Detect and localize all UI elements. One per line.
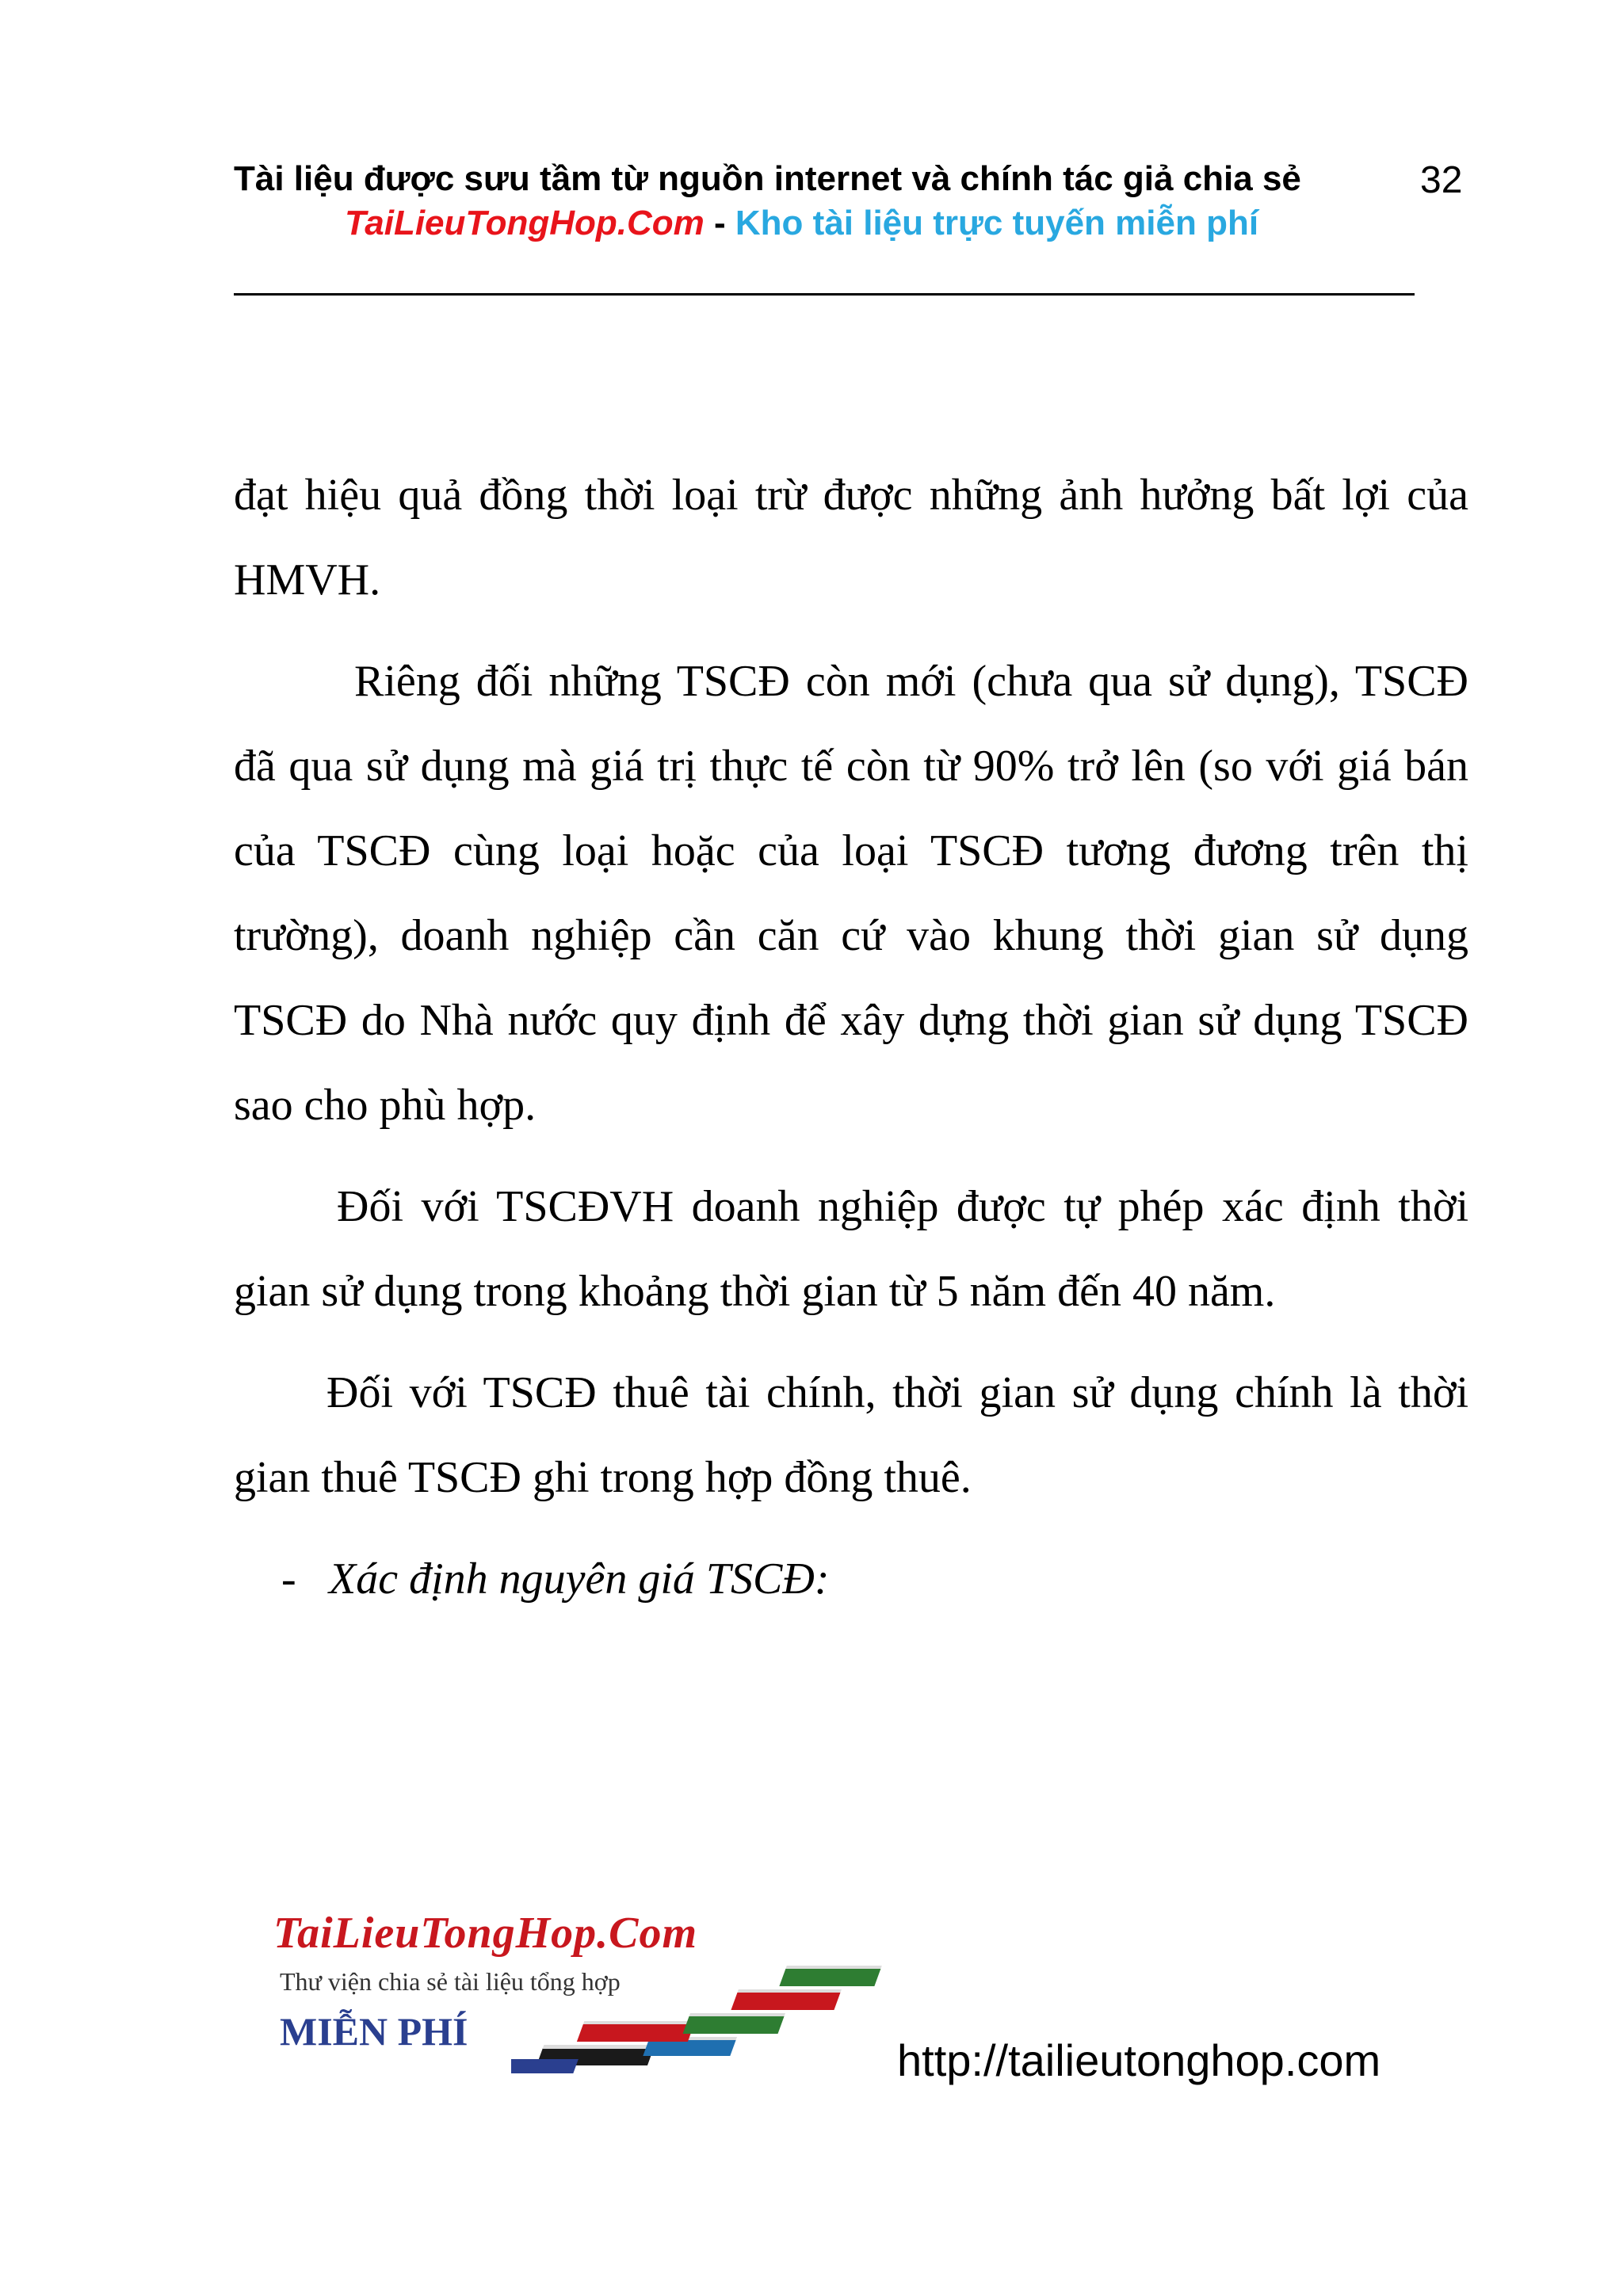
paragraph-3: Đối với TSCĐVH doanh nghiệp được tự phép xác định thời gian sử dụng trong khoảng thời gian từ 5 năm đến 40 năm. — [234, 1182, 1468, 1316]
books-stack-icon — [511, 1961, 884, 2080]
footer-logo[interactable] — [273, 1905, 892, 2088]
page-number: 32 — [1420, 159, 1463, 201]
bullet-item — [234, 1537, 1468, 1622]
paragraph-2: Riêng đối những TSCĐ còn mới (chưa qua sử dụng), TSCĐ đã qua sử dụng mà giá trị thực tế còn từ 90% trở lên (so với giá bán của TSCĐ cùng loại hoặc của loại TSCĐ tương đương trên thị trường), doanh nghiệp cần căn cứ vào khung thời gian sử dụng TSCĐ do Nhà nước quy định để xây dựng thời gian sử dụng TSCĐ sao cho phù hợp. — [234, 657, 1468, 1130]
logo-subtitle: Thư viện chia sẻ tài liệu tổng hợp — [280, 1967, 621, 1996]
bullet-dash: - — [281, 1554, 296, 1604]
header-source-note: Tài liệu được sưu tầm từ nguồn internet và chính tác giả chia sẻ — [234, 159, 1301, 198]
paragraph-1: đạt hiệu quả đồng thời loại trừ được những ảnh hưởng bất lợi của HMVH. — [234, 471, 1468, 605]
header-tagline: Kho tài liệu trực tuyến miễn phí — [735, 204, 1259, 242]
logo-free-text: MIỄN PHÍ — [280, 2009, 468, 2054]
logo-title: TaiLieuTongHop.Com — [273, 1909, 698, 1958]
header-site-line — [345, 200, 1258, 247]
bullet-text: Xác định nguyên giá TSCĐ: — [329, 1554, 830, 1604]
paragraph-4: Đối với TSCĐ thuê tài chính, thời gian sử dụng chính là thời gian thuê TSCĐ ghi trong hợp đồng thuê. — [234, 1368, 1468, 1502]
header-separator: - — [704, 204, 735, 242]
header-site-name[interactable]: TaiLieuTongHop.Com — [345, 204, 705, 242]
header-divider — [234, 293, 1415, 296]
document-body — [234, 453, 1468, 1638]
footer-url-link[interactable]: http://tailieutonghop.com — [897, 2035, 1381, 2085]
